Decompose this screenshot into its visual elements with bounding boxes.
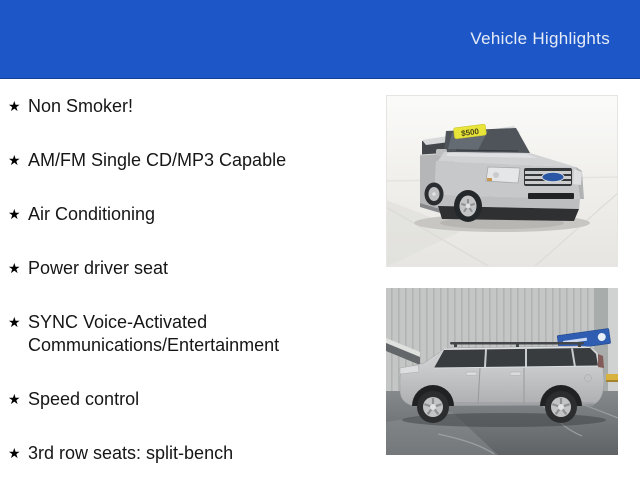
door-handle xyxy=(466,372,477,376)
highlight-item xyxy=(8,149,356,172)
highlight-text: Air Conditioning xyxy=(28,204,156,224)
highlight-text: 3rd row seats: split-bench xyxy=(28,443,234,463)
ford-oval-badge xyxy=(542,172,564,182)
vehicle-photo-side xyxy=(386,288,618,455)
star-bullet-icon: ★ xyxy=(8,391,21,407)
header-bar xyxy=(0,0,640,79)
rear-wheel xyxy=(545,391,577,423)
fuel-door xyxy=(585,375,592,382)
highlight-text: Non Smoker! xyxy=(28,96,134,116)
photo-column xyxy=(386,95,618,455)
highlight-text: SYNC Voice-Activated Communications/Entertainment xyxy=(28,312,280,355)
star-bullet-icon: ★ xyxy=(8,260,21,276)
highlight-item xyxy=(8,442,356,465)
star-bullet-icon: ★ xyxy=(8,206,21,222)
highlight-text: Speed control xyxy=(28,389,140,409)
page-title: Vehicle Highlights xyxy=(470,29,610,48)
grille xyxy=(524,168,572,186)
vehicle-side-illustration xyxy=(386,288,618,455)
front-wheel xyxy=(417,391,449,423)
highlight-item xyxy=(8,95,356,118)
highlight-item xyxy=(8,388,356,411)
highlight-item xyxy=(8,257,356,280)
guardrail xyxy=(606,374,618,382)
sticker-price-text: $500 xyxy=(460,126,480,139)
star-bullet-icon: ★ xyxy=(8,445,21,461)
content-area xyxy=(0,79,640,480)
highlight-text: AM/FM Single CD/MP3 Capable xyxy=(28,150,287,170)
star-bullet-icon: ★ xyxy=(8,314,21,330)
front-wheel xyxy=(454,190,482,222)
rear-wheel xyxy=(425,183,444,206)
door-handle xyxy=(510,372,521,376)
star-bullet-icon: ★ xyxy=(8,98,21,114)
vehicle-photo-front xyxy=(386,95,618,267)
vehicle-front-illustration xyxy=(386,95,618,267)
highlight-text: Power driver seat xyxy=(28,258,169,278)
highlight-item xyxy=(8,203,356,226)
star-bullet-icon: ★ xyxy=(8,152,21,168)
highlights-list xyxy=(8,95,356,480)
highlight-item xyxy=(8,311,356,357)
